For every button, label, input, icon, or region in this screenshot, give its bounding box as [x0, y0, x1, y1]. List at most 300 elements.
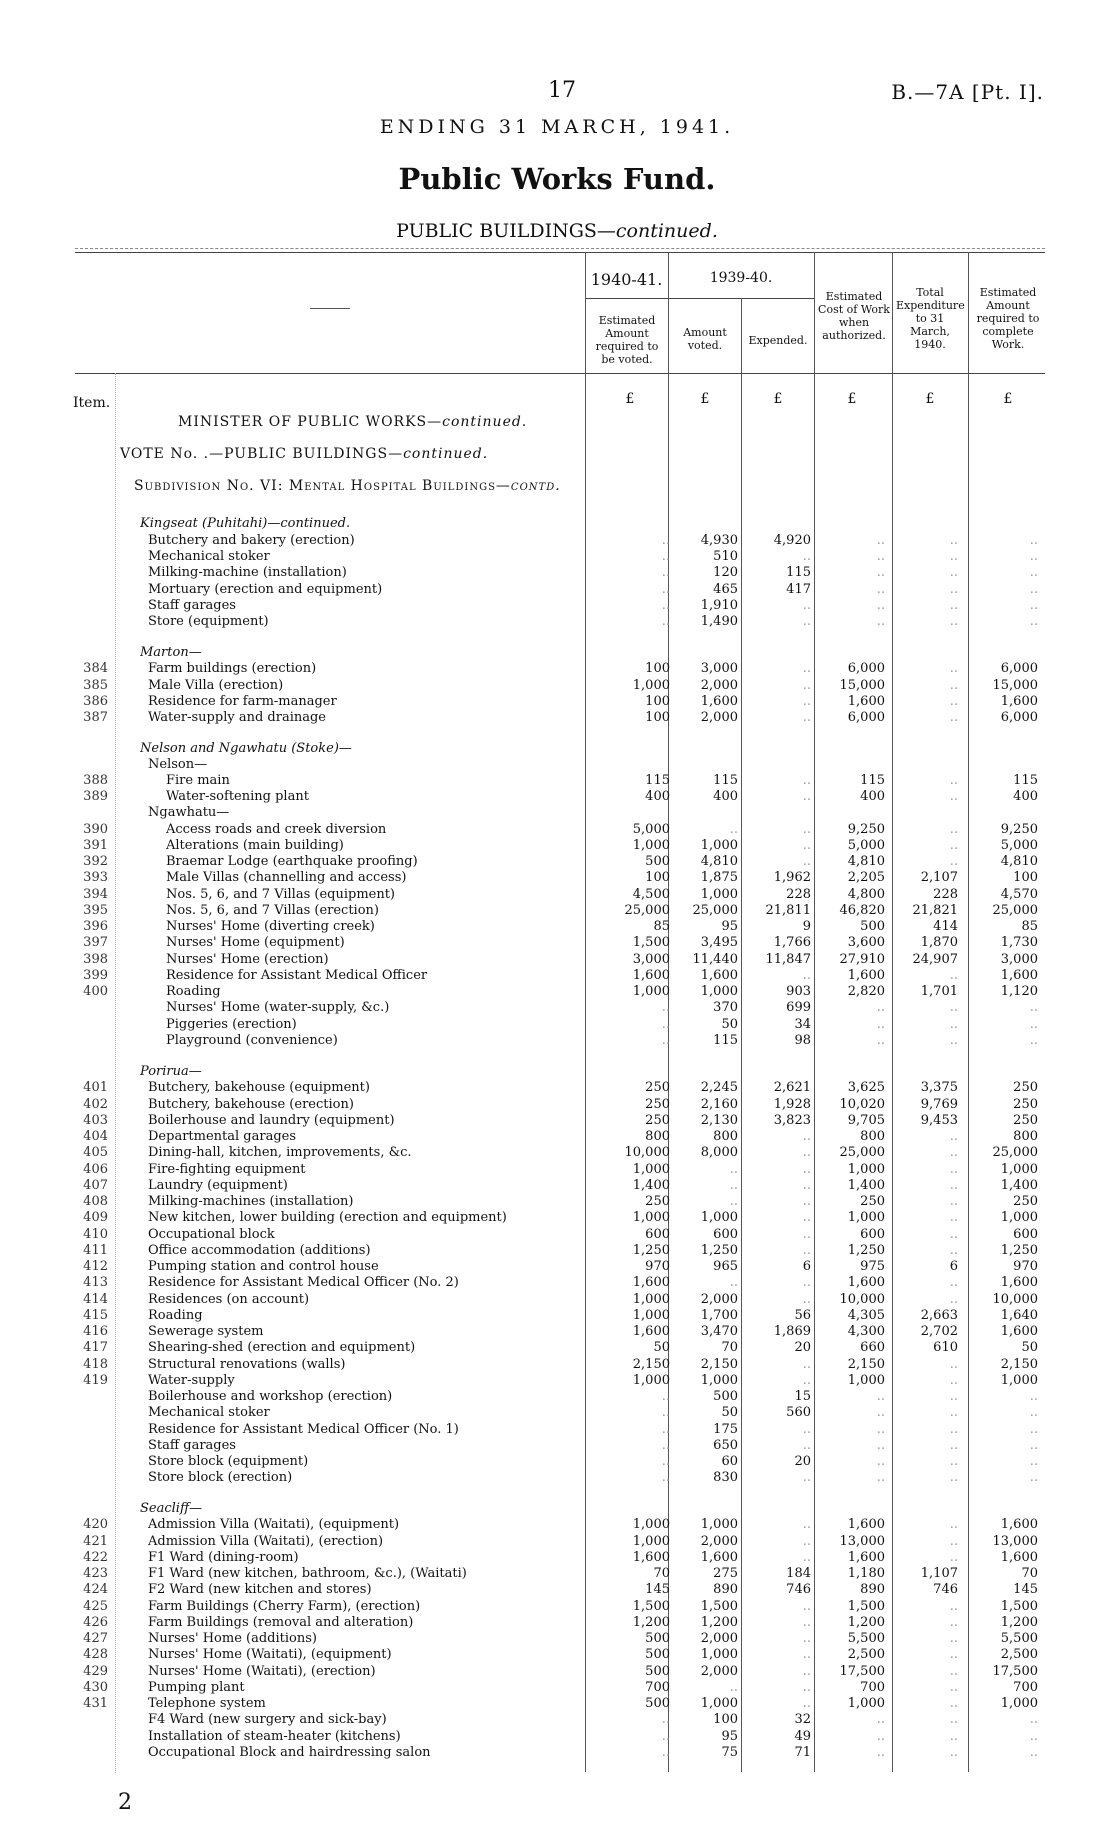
cell-estimated-voted: .. — [661, 1470, 670, 1485]
item-number: 409 — [83, 1210, 108, 1225]
cell-total-expenditure: 24,907 — [912, 952, 958, 967]
item-number: 393 — [83, 870, 108, 885]
cell-amount-voted: 70 — [721, 1340, 738, 1355]
cell-amount-voted: 175 — [713, 1422, 738, 1437]
cell-total-expenditure: .. — [949, 1517, 958, 1532]
item-description: Residence for Assistant Medical Officer (No. 2) — [148, 1275, 459, 1290]
cell-estimated-complete: .. — [1029, 1470, 1038, 1485]
item-description: Structural renovations (walls) — [148, 1357, 346, 1372]
item-description: Residence for Assistant Medical Officer — [166, 968, 428, 983]
cell-total-expenditure: 610 — [933, 1340, 958, 1355]
table-row — [0, 789, 1114, 805]
item-description: Farm Buildings (Cherry Farm), (erection) — [148, 1599, 421, 1614]
item-number: 414 — [83, 1292, 108, 1307]
cell-expended: 115 — [786, 565, 811, 580]
item-description: F4 Ward (new surgery and sick-bay) — [148, 1712, 387, 1727]
item-number: 387 — [83, 710, 108, 725]
cell-estimated-complete: .. — [1029, 1729, 1038, 1744]
table-row — [0, 1582, 1114, 1598]
item-description: Office accommodation (additions) — [148, 1243, 371, 1258]
cell-estimated-complete: .. — [1029, 565, 1038, 580]
cell-estimated-cost: 6,000 — [847, 661, 885, 676]
item-number: 405 — [83, 1145, 108, 1160]
cell-expended: 49 — [794, 1729, 811, 1744]
item-number: 411 — [83, 1243, 108, 1258]
cell-estimated-complete: 700 — [1013, 1680, 1038, 1695]
group-heading-row — [0, 741, 1114, 757]
cell-expended: .. — [802, 1194, 811, 1209]
cell-estimated-complete: .. — [1029, 1454, 1038, 1469]
table-row — [0, 1162, 1114, 1178]
cell-amount-voted: 965 — [713, 1259, 738, 1274]
cell-estimated-voted: 1,600 — [632, 968, 670, 983]
item-description: Water-supply and drainage — [148, 710, 326, 725]
cell-estimated-voted: 500 — [645, 1696, 670, 1711]
cell-amount-voted: 1,600 — [700, 694, 738, 709]
cell-expended: 1,766 — [773, 935, 811, 950]
item-number: 415 — [83, 1308, 108, 1323]
cell-estimated-cost: 115 — [860, 773, 885, 788]
table-row — [0, 1243, 1114, 1259]
cell-estimated-voted: 250 — [645, 1097, 670, 1112]
cell-estimated-cost: 700 — [860, 1680, 885, 1695]
cell-total-expenditure: 2,663 — [920, 1308, 958, 1323]
cell-estimated-complete: 15,000 — [992, 678, 1038, 693]
table-row — [0, 1550, 1114, 1566]
cell-expended: 184 — [786, 1566, 811, 1581]
cell-estimated-cost: 4,800 — [847, 887, 885, 902]
table-row — [0, 984, 1114, 1000]
table-row — [0, 1033, 1114, 1049]
cell-total-expenditure: .. — [949, 1534, 958, 1549]
item-number: 400 — [83, 984, 108, 999]
cell-estimated-complete: 1,600 — [1000, 1550, 1038, 1565]
cell-total-expenditure: 6 — [949, 1259, 958, 1274]
cell-estimated-complete: 1,600 — [1000, 1517, 1038, 1532]
table-row — [0, 1664, 1114, 1680]
cell-estimated-voted: 10,000 — [624, 1145, 670, 1160]
cell-estimated-cost: 1,600 — [847, 968, 885, 983]
cell-amount-voted: 4,810 — [700, 854, 738, 869]
vote-heading-text: VOTE No. .—PUBLIC BUILDINGS— — [120, 446, 404, 462]
cell-amount-voted: 1,500 — [700, 1599, 738, 1614]
cell-estimated-complete: .. — [1029, 533, 1038, 548]
cell-estimated-voted: 1,000 — [632, 1292, 670, 1307]
cell-expended: 32 — [794, 1712, 811, 1727]
item-description: Alterations (main building) — [166, 838, 344, 853]
cell-estimated-voted: 1,000 — [632, 1210, 670, 1225]
cell-amount-voted: 650 — [713, 1438, 738, 1453]
item-description: Water-supply — [148, 1373, 235, 1388]
cell-estimated-voted: 3,000 — [632, 952, 670, 967]
cell-amount-voted: 120 — [713, 565, 738, 580]
item-description: Nurses' Home (diverting creek) — [166, 919, 375, 934]
cell-estimated-complete: 250 — [1013, 1113, 1038, 1128]
item-description: Male Villas (channelling and access) — [166, 870, 407, 885]
cell-amount-voted: 60 — [721, 1454, 738, 1469]
table-row — [0, 598, 1114, 614]
fund-title: Public Works Fund. — [398, 162, 716, 196]
item-description: Butchery and bakery (erection) — [148, 533, 355, 548]
cell-amount-voted: .. — [729, 1275, 738, 1290]
table-row — [0, 1292, 1114, 1308]
cell-estimated-complete: 145 — [1013, 1582, 1038, 1597]
cell-estimated-voted: 100 — [645, 710, 670, 725]
item-number: 394 — [83, 887, 108, 902]
item-description: Nurses' Home (water-supply, &c.) — [166, 1000, 390, 1015]
cell-expended: .. — [802, 854, 811, 869]
cell-estimated-complete: .. — [1029, 549, 1038, 564]
cell-estimated-voted: 115 — [645, 773, 670, 788]
item-description: Porirua— — [140, 1064, 202, 1079]
cell-estimated-voted: 250 — [645, 1194, 670, 1209]
cell-amount-voted: 3,470 — [700, 1324, 738, 1339]
item-description: Fire main — [166, 773, 230, 788]
table-row — [0, 1405, 1114, 1421]
item-number: 423 — [83, 1566, 108, 1581]
cell-estimated-cost: .. — [876, 1712, 885, 1727]
item-description: Access roads and creek diversion — [166, 822, 387, 837]
cell-expended: 746 — [786, 1582, 811, 1597]
cell-estimated-cost: 2,500 — [847, 1647, 885, 1662]
cell-estimated-cost: 2,820 — [847, 984, 885, 999]
cell-expended: .. — [802, 1696, 811, 1711]
col-header-estimated-voted: Estimated Amount required to be voted. — [595, 314, 659, 366]
item-number: 426 — [83, 1615, 108, 1630]
cell-total-expenditure: 3,375 — [920, 1080, 958, 1095]
cell-total-expenditure: .. — [949, 854, 958, 869]
cell-amount-voted: 1,700 — [700, 1308, 738, 1323]
cell-estimated-cost: .. — [876, 1389, 885, 1404]
cell-amount-voted: 115 — [713, 773, 738, 788]
item-description: Farm Buildings (removal and alteration) — [148, 1615, 414, 1630]
cell-amount-voted: 4,930 — [700, 533, 738, 548]
section-title-text: PUBLIC BUILDINGS— — [396, 220, 616, 242]
item-description: Ngawhatu— — [148, 805, 230, 820]
currency-col-6: £ — [1003, 391, 1013, 407]
cell-estimated-complete: 800 — [1013, 1129, 1038, 1144]
cell-total-expenditure: .. — [949, 1438, 958, 1453]
item-number: 395 — [83, 903, 108, 918]
item-description: Playground (convenience) — [166, 1033, 338, 1048]
cell-expended: 417 — [786, 582, 811, 597]
cell-expended: .. — [802, 678, 811, 693]
cell-total-expenditure: .. — [949, 1745, 958, 1760]
cell-estimated-cost: .. — [876, 549, 885, 564]
cell-estimated-voted: .. — [661, 598, 670, 613]
table-row — [0, 1599, 1114, 1615]
cell-total-expenditure: .. — [949, 661, 958, 676]
cell-expended: .. — [802, 1357, 811, 1372]
item-description: Butchery, bakehouse (erection) — [148, 1097, 354, 1112]
cell-estimated-cost: 4,300 — [847, 1324, 885, 1339]
cell-estimated-complete: .. — [1029, 1422, 1038, 1437]
cell-expended: 1,962 — [773, 870, 811, 885]
item-description: Shearing-shed (erection and equipment) — [148, 1340, 416, 1355]
cell-estimated-cost: 500 — [860, 919, 885, 934]
table-row — [0, 1534, 1114, 1550]
cell-estimated-voted: 700 — [645, 1680, 670, 1695]
cell-expended: .. — [802, 1145, 811, 1160]
cell-estimated-complete: 13,000 — [992, 1534, 1038, 1549]
item-description: Braemar Lodge (earthquake proofing) — [166, 854, 418, 869]
cell-expended: .. — [802, 661, 811, 676]
cell-amount-voted: 2,245 — [700, 1080, 738, 1095]
subdivision-heading-text: Subdivision No. VI: Mental Hospital Buildings— — [134, 478, 511, 494]
item-description: Laundry (equipment) — [148, 1178, 288, 1193]
item-description: Piggeries (erection) — [166, 1017, 297, 1032]
cell-total-expenditure: .. — [949, 710, 958, 725]
cell-expended: .. — [802, 1275, 811, 1290]
cell-expended: .. — [802, 1470, 811, 1485]
cell-expended: .. — [802, 1599, 811, 1614]
cell-expended: 11,847 — [765, 952, 811, 967]
cell-expended: .. — [802, 1438, 811, 1453]
cell-expended: .. — [802, 1517, 811, 1532]
cell-estimated-complete: 4,570 — [1000, 887, 1038, 902]
cell-estimated-complete: 600 — [1013, 1227, 1038, 1242]
cell-amount-voted: 1,490 — [700, 614, 738, 629]
cell-estimated-complete: 1,600 — [1000, 694, 1038, 709]
cell-estimated-complete: 85 — [1021, 919, 1038, 934]
item-description: Residences (on account) — [148, 1292, 310, 1307]
cell-amount-voted: 25,000 — [692, 903, 738, 918]
col-header-estimated-complete: Estimated Amount required to complete Work. — [976, 286, 1040, 351]
cell-estimated-voted: 1,500 — [632, 935, 670, 950]
cell-expended: .. — [802, 822, 811, 837]
item-number: 384 — [83, 661, 108, 676]
cell-expended: .. — [802, 1422, 811, 1437]
cell-estimated-voted: 1,200 — [632, 1615, 670, 1630]
cell-estimated-voted: 1,000 — [632, 1517, 670, 1532]
cell-total-expenditure: .. — [949, 822, 958, 837]
cell-estimated-cost: .. — [876, 1470, 885, 1485]
table-row — [0, 773, 1114, 789]
page-number: 17 — [548, 78, 576, 103]
cell-total-expenditure: 2,107 — [920, 870, 958, 885]
cell-total-expenditure: 1,870 — [920, 935, 958, 950]
table-row — [0, 1210, 1114, 1226]
cell-expended: 56 — [794, 1308, 811, 1323]
cell-estimated-cost: 1,250 — [847, 1243, 885, 1258]
cell-estimated-complete: 970 — [1013, 1259, 1038, 1274]
item-number: 408 — [83, 1194, 108, 1209]
cell-amount-voted: 115 — [713, 1033, 738, 1048]
cell-total-expenditure: .. — [949, 598, 958, 613]
cell-total-expenditure: .. — [949, 1454, 958, 1469]
cell-estimated-cost: 46,820 — [839, 903, 885, 918]
cell-expended: 560 — [786, 1405, 811, 1420]
cell-amount-voted: 2,000 — [700, 710, 738, 725]
cell-estimated-complete: .. — [1029, 582, 1038, 597]
cell-estimated-complete: 250 — [1013, 1080, 1038, 1095]
cell-total-expenditure: .. — [949, 1615, 958, 1630]
cell-amount-voted: 3,495 — [700, 935, 738, 950]
cell-amount-voted: 1,000 — [700, 984, 738, 999]
table-row — [0, 1308, 1114, 1324]
cell-estimated-voted: 5,000 — [632, 822, 670, 837]
cell-estimated-complete: 1,120 — [1000, 984, 1038, 999]
table-row — [0, 1438, 1114, 1454]
cell-total-expenditure: 9,453 — [920, 1113, 958, 1128]
cell-estimated-cost: 890 — [860, 1582, 885, 1597]
item-column-label: Item. — [73, 395, 111, 411]
cell-amount-voted: 1,000 — [700, 1696, 738, 1711]
table-row — [0, 1324, 1114, 1340]
cell-amount-voted: 275 — [713, 1566, 738, 1581]
item-description: Male Villa (erection) — [148, 678, 284, 693]
cell-estimated-cost: 6,000 — [847, 710, 885, 725]
table-row — [0, 1080, 1114, 1096]
cell-estimated-cost: 2,205 — [847, 870, 885, 885]
cell-total-expenditure: .. — [949, 614, 958, 629]
item-number: 399 — [83, 968, 108, 983]
cell-expended: .. — [802, 789, 811, 804]
cell-estimated-cost: .. — [876, 1454, 885, 1469]
item-description: Nurses' Home (additions) — [148, 1631, 317, 1646]
cell-estimated-complete: 250 — [1013, 1097, 1038, 1112]
cell-estimated-voted: .. — [661, 1438, 670, 1453]
cell-estimated-complete: 250 — [1013, 1194, 1038, 1209]
cell-total-expenditure: .. — [949, 1145, 958, 1160]
cell-amount-voted: 1,600 — [700, 968, 738, 983]
item-number: 413 — [83, 1275, 108, 1290]
section-title-cont: continued. — [615, 220, 718, 242]
cell-estimated-voted: 1,000 — [632, 984, 670, 999]
table-row — [0, 1454, 1114, 1470]
cell-expended: .. — [802, 1534, 811, 1549]
item-number: 418 — [83, 1357, 108, 1372]
cell-expended: .. — [802, 1129, 811, 1144]
cell-total-expenditure: .. — [949, 565, 958, 580]
cell-expended: .. — [802, 968, 811, 983]
cell-estimated-voted: 1,000 — [632, 1162, 670, 1177]
cell-amount-voted: 1,910 — [700, 598, 738, 613]
item-number: 407 — [83, 1178, 108, 1193]
item-number: 416 — [83, 1324, 108, 1339]
cell-amount-voted: 465 — [713, 582, 738, 597]
cell-total-expenditure: 1,701 — [920, 984, 958, 999]
cell-total-expenditure: .. — [949, 1292, 958, 1307]
cell-estimated-complete: 2,150 — [1000, 1357, 1038, 1372]
cell-amount-voted: 50 — [721, 1405, 738, 1420]
item-description: Nurses' Home (Waitati), (erection) — [148, 1664, 376, 1679]
table-row — [0, 1097, 1114, 1113]
cell-expended: .. — [802, 1647, 811, 1662]
cell-amount-voted: 2,000 — [700, 1292, 738, 1307]
cell-estimated-voted: 145 — [645, 1582, 670, 1597]
cell-estimated-voted: 1,500 — [632, 1599, 670, 1614]
table-row — [0, 694, 1114, 710]
cell-estimated-voted: 1,600 — [632, 1275, 670, 1290]
table-row — [0, 952, 1114, 968]
table-row — [0, 1145, 1114, 1161]
cell-estimated-cost: 10,020 — [839, 1097, 885, 1112]
cell-amount-voted: 1,200 — [700, 1615, 738, 1630]
cell-estimated-complete: 6,000 — [1000, 710, 1038, 725]
cell-total-expenditure: .. — [949, 1243, 958, 1258]
item-number: 412 — [83, 1259, 108, 1274]
cell-total-expenditure: .. — [949, 838, 958, 853]
item-description: Admission Villa (Waitati), (erection) — [148, 1534, 384, 1549]
cell-estimated-cost: 10,000 — [839, 1292, 885, 1307]
page-reference: B.—7A [Pt. I]. — [891, 80, 1044, 104]
cell-estimated-voted: .. — [661, 1712, 670, 1727]
item-number: 428 — [83, 1647, 108, 1662]
cell-estimated-voted: .. — [661, 1745, 670, 1760]
table-row — [0, 533, 1114, 549]
cell-amount-voted: 830 — [713, 1470, 738, 1485]
cell-estimated-voted: 970 — [645, 1259, 670, 1274]
item-description: Nelson and Ngawhatu (Stoke)— — [140, 741, 352, 756]
item-number: 385 — [83, 678, 108, 693]
currency-col-1: £ — [625, 391, 635, 407]
cell-estimated-voted: 1,400 — [632, 1178, 670, 1193]
table-row — [0, 614, 1114, 630]
cell-total-expenditure: .. — [949, 1599, 958, 1614]
cell-estimated-voted: .. — [661, 565, 670, 580]
table-row — [0, 1729, 1114, 1745]
group-heading-row — [0, 645, 1114, 661]
cell-total-expenditure: .. — [949, 1357, 958, 1372]
cell-amount-voted: 1,875 — [700, 870, 738, 885]
table-row — [0, 1696, 1114, 1712]
table-row — [0, 935, 1114, 951]
cell-estimated-voted: .. — [661, 1000, 670, 1015]
cell-estimated-voted: 500 — [645, 854, 670, 869]
item-description: Pumping station and control house — [148, 1259, 379, 1274]
cell-amount-voted: 1,000 — [700, 1647, 738, 1662]
cell-total-expenditure: .. — [949, 789, 958, 804]
item-number: 404 — [83, 1129, 108, 1144]
cell-expended: .. — [802, 1162, 811, 1177]
cell-estimated-cost: .. — [876, 1017, 885, 1032]
cell-estimated-cost: 1,600 — [847, 1275, 885, 1290]
cell-total-expenditure: 414 — [933, 919, 958, 934]
cell-estimated-cost: 250 — [860, 1194, 885, 1209]
cell-estimated-complete: 115 — [1013, 773, 1038, 788]
item-description: Roading — [166, 984, 221, 999]
cell-estimated-voted: .. — [661, 1729, 670, 1744]
cell-estimated-cost: 1,400 — [847, 1178, 885, 1193]
cell-expended: .. — [802, 710, 811, 725]
cell-estimated-cost: .. — [876, 1000, 885, 1015]
item-description: Boilerhouse and workshop (erection) — [148, 1389, 393, 1404]
cell-expended: .. — [802, 1210, 811, 1225]
cell-estimated-complete: 5,500 — [1000, 1631, 1038, 1646]
cell-amount-voted: 95 — [721, 1729, 738, 1744]
item-description: Sewerage system — [148, 1324, 264, 1339]
table-row — [0, 1129, 1114, 1145]
cell-estimated-cost: 400 — [860, 789, 885, 804]
cell-estimated-cost: 15,000 — [839, 678, 885, 693]
cell-estimated-voted: 100 — [645, 694, 670, 709]
cell-amount-voted: 500 — [713, 1389, 738, 1404]
cell-amount-voted: 890 — [713, 1582, 738, 1597]
item-description: Roading — [148, 1308, 203, 1323]
cell-estimated-cost: .. — [876, 1405, 885, 1420]
item-number: 386 — [83, 694, 108, 709]
cell-amount-voted: 370 — [713, 1000, 738, 1015]
cell-total-expenditure: .. — [949, 533, 958, 548]
cell-total-expenditure: .. — [949, 678, 958, 693]
cell-estimated-voted: 1,600 — [632, 1324, 670, 1339]
cell-estimated-cost: 1,600 — [847, 694, 885, 709]
item-number: 429 — [83, 1664, 108, 1679]
cell-amount-voted: 2,000 — [700, 678, 738, 693]
cell-estimated-complete: .. — [1029, 1389, 1038, 1404]
table-row — [0, 1680, 1114, 1696]
